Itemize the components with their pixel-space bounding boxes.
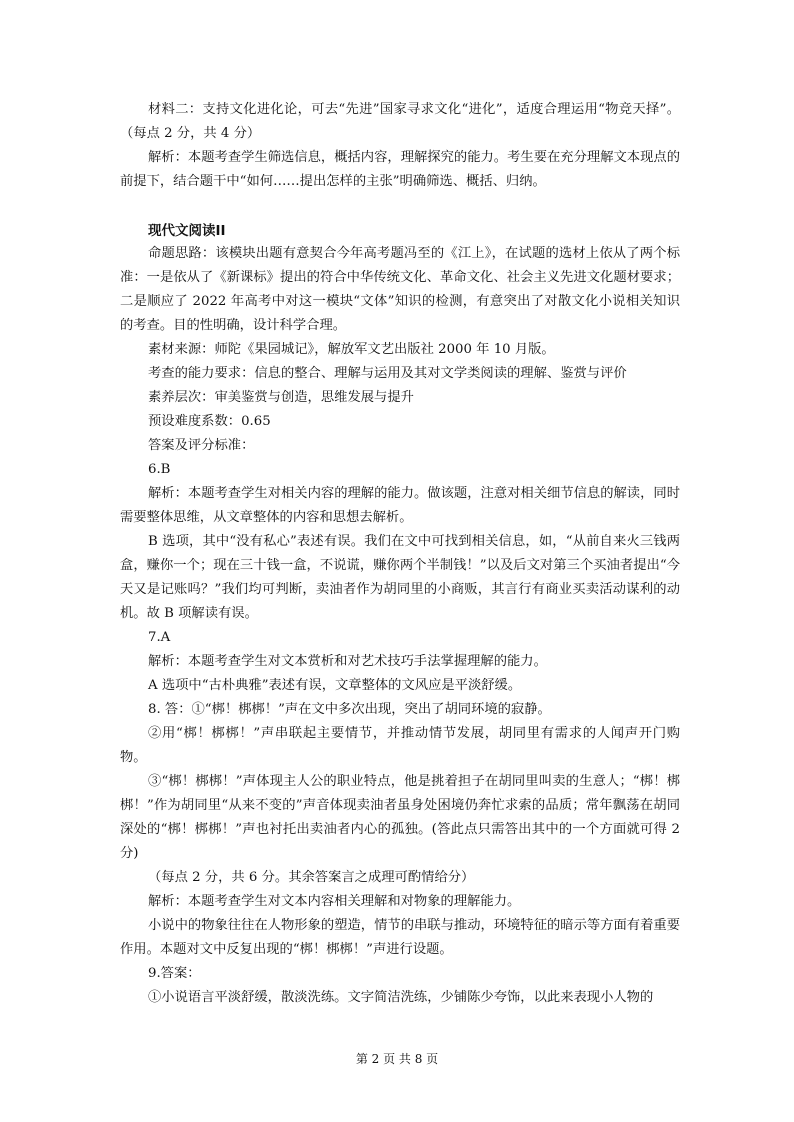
q8-point-3: ③“梆！梆梆！”声体现主人公的职业特点，他是挑着担子在胡同里叫卖的生意人；“梆！梆梆！”作为胡同里“从来不变的”声音体现卖油者虽身处困境仍奔忙求索的品质；常年飘荡在胡同深处的“梆！梆梆！”声也衬托出卖油者内心的孤独。(答此点只需答出其中的一个方面就可得 2 分) <box>120 774 680 861</box>
q6-answer: 6.B <box>148 462 171 477</box>
q9-label: 9.答案： <box>148 966 201 981</box>
q8-point-1: 8. 答：①“梆！梆梆！”声在文中多次出现，突出了胡同环境的寂静。 <box>148 702 551 717</box>
q8-detail: 小说中的物象往往在人物形象的塑造，情节的串联与推动，环境特征的暗示等方面有着重要作用。本题对文中反复出现的“梆！梆梆！”声进行设题。 <box>120 918 680 957</box>
modern-reading-2-block <box>120 242 680 1010</box>
difficulty-coefficient: 预设难度系数：0.65 <box>148 414 271 429</box>
q8-score-note: （每点 2 分，共 6 分。其余答案言之成理可酌情给分） <box>148 870 475 885</box>
material2-block <box>120 98 680 194</box>
q7-analysis: 解析：本题考查学生对文本赏析和对艺术技巧手法掌握理解的能力。 <box>148 654 547 669</box>
q6-analysis: 解析：本题考查学生对相关内容的理解的能力。做该题，注意对相关细节信息的解读，同时需要整体思维，从文章整体的内容和思想去解析。 <box>120 486 680 525</box>
ability-requirement: 考查的能力要求：信息的整合、理解与运用及其对文学类阅读的理解、鉴赏与评价 <box>148 366 627 381</box>
material2-analysis: 解析：本题考查学生筛选信息，概括内容，理解探究的能力。考生要在充分理解文本现点的前提下，结合题干中“如何……提出怎样的主张”明确筛选、概括、归纳。 <box>120 150 680 189</box>
design-idea: 命题思路：该模块出题有意契合今年高考题冯至的《江上》，在试题的选材上依从了两个标准：一是依从了《新课标》提出的符合中华传统文化、革命文化、社会主义先进文化题材要求；二是顺应了 2022 年高考中对这一模块“文体”知识的检测，有意突出了对散文化小说相关知识的考查。目的性明确，设计科学合理。 <box>120 246 680 333</box>
section-title: 现代文阅读II <box>148 223 226 239</box>
q7-detail: A 选项中“古朴典雅”表述有误，文章整体的文风应是平淡舒缓。 <box>148 678 522 693</box>
literacy-level: 素养层次：审美鉴赏与创造，思维发展与提升 <box>148 390 414 405</box>
material-source: 素材来源：师陀《果园城记》，解放军文艺出版社 2000 年 10 月版。 <box>148 342 555 357</box>
q6-detail: B 选项，其中“没有私心”表述有误。我们在文中可找到相关信息，如，“从前自来火三钱两盒，赚你一个；现在三十钱一盒，不说谎，赚你两个半制钱！”以及后文对第三个买油者提出“今天又是记账吗？”我们均可判断，卖油者作为胡同里的小商贩，其言行有商业买卖活动谋利的动机。故 B 项解读有误。 <box>120 534 680 621</box>
q9-point-1: ①小说语言平淡舒缓，散淡洗练。文字简洁洗练，少铺陈少夸饰，以此来表现小人物的 <box>148 990 654 1005</box>
page-footer: 第 2 页 共 8 页 <box>355 1052 439 1066</box>
q8-analysis: 解析：本题考查学生对文本内容相关理解和对物象的理解能力。 <box>148 894 521 909</box>
q8-point-2: ②用“梆！梆梆！”声串联起主要情节，并推动情节发展，胡同里有需求的人闻声开门购物。 <box>120 726 680 765</box>
q7-answer: 7.A <box>148 630 171 645</box>
material2-line: 材料二：支持文化进化论，可去“先进”国家寻求文化“进化”，适度合理运用“物竞天择”。（每点 2 分，共 4 分） <box>120 102 680 141</box>
scoring-standard-label: 答案及评分标准： <box>148 438 255 453</box>
